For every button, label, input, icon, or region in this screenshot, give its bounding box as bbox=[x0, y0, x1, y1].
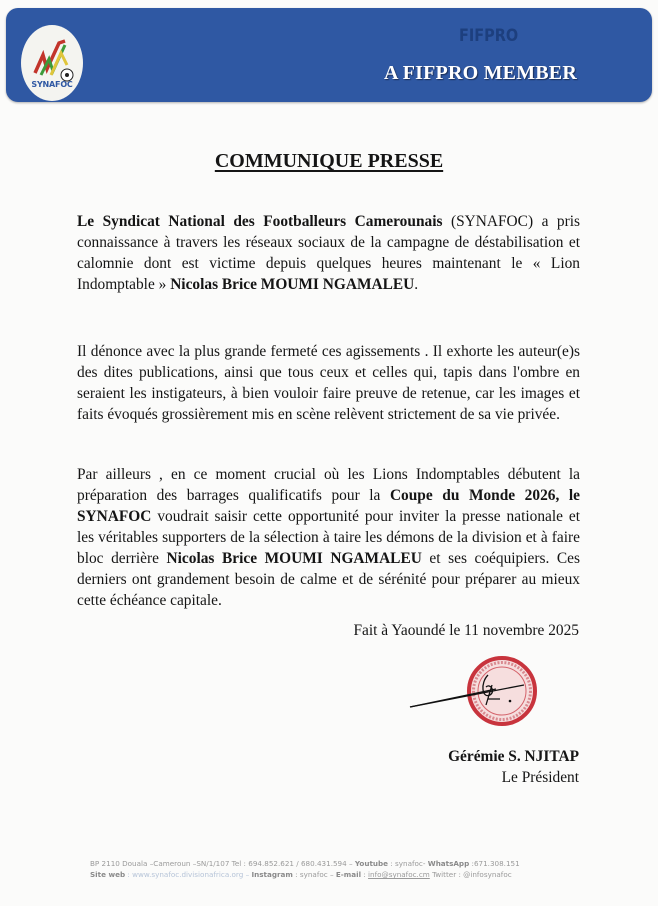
place-date: Fait à Yaoundé le 11 novembre 2025 bbox=[353, 622, 579, 639]
contact-footer bbox=[90, 858, 520, 880]
synafoc-emblem-icon bbox=[21, 25, 83, 101]
official-stamp-icon bbox=[466, 655, 538, 727]
synafoc-logo bbox=[21, 25, 83, 101]
website-label: Site web bbox=[90, 870, 126, 879]
signature-block bbox=[448, 746, 579, 788]
signer-title: Le Président bbox=[501, 769, 579, 786]
letterhead-banner bbox=[6, 8, 652, 102]
player-name: Nicolas Brice MOUMI NGAMALEU bbox=[166, 550, 422, 567]
paragraph-1 bbox=[77, 211, 580, 295]
whatsapp-label: WhatsApp bbox=[427, 859, 470, 868]
union-name: Le Syndicat National des Footballeurs Camerounais bbox=[77, 213, 443, 230]
paragraph-3-text-b bbox=[559, 487, 569, 504]
instagram-value: : synafoc – bbox=[292, 870, 336, 879]
youtube-label: Youtube bbox=[354, 859, 389, 868]
twitter-value: Twitter : @infosynafoc bbox=[429, 870, 512, 879]
email-link[interactable]: info@synafoc.cm bbox=[368, 870, 430, 879]
address-phone: BP 2110 Douala –Cameroun –SN/1/107 Tel : 694.852.621 / 680.431.594 – bbox=[90, 859, 355, 868]
paragraph-3-text-d: et ses coéquipiers. Ces derniers ont grandement besoin de calme et de sérénité pour préparer au mieux cette échéance capitale. bbox=[77, 550, 580, 609]
instagram-label: Instagram bbox=[251, 870, 293, 879]
paragraph-3 bbox=[77, 464, 580, 611]
paragraph-2: Il dénonce avec la plus grande fermeté ces agissements . Il exhorte les auteur(e)s des dites publications, ainsi que tous ceux et celles qui, tapis dans l'ombre en seraient les instigateurs, à bien vouloir faire preuve de retenue, car les images et faits évoqués grossièrement mis en scène relèvent strictement de sa vie privée. bbox=[77, 343, 580, 423]
whatsapp-value: :671.308.151 bbox=[469, 859, 520, 868]
paragraph-1-text-b: . bbox=[414, 276, 419, 293]
footer-line-2: Site web : www.synafoc.divisionafrica.org – Instagram : synafoc – E-mail : info@synafoc.cm Twitter : @infosynafoc bbox=[90, 870, 512, 879]
signer-name: Gérémie S. NJITAP bbox=[448, 748, 579, 765]
website-link[interactable]: : www.synafoc.divisionafrica.org – bbox=[125, 870, 252, 879]
paragraph-3-text-c: voudrait saisir cette opportunité pour inviter la presse nationale et les véritables supporters de la sélection à taire les démons de la division et à faire bloc derrière bbox=[77, 508, 580, 567]
player-name: Nicolas Brice MOUMI NGAMALEU bbox=[170, 276, 415, 293]
youtube-value: : synafoc- bbox=[388, 859, 428, 868]
email-label: E-mail bbox=[335, 870, 362, 879]
synafoc-mention: le SYNAFOC bbox=[77, 487, 580, 525]
document-title: COMMUNIQUE PRESSE bbox=[214, 150, 444, 172]
logo-text: SYNAFOC bbox=[31, 80, 73, 89]
fifpro-label: FIFPRO bbox=[459, 26, 519, 46]
footer-line-1 bbox=[90, 858, 520, 869]
fifpro-member-label: A FIFPRO MEMBER bbox=[384, 62, 577, 84]
paragraph-3-text-a: Par ailleurs , en ce moment crucial où les Lions Indomptables débutent la préparation des barrages qualificatifs pour la bbox=[77, 466, 580, 504]
paragraph-1-text-a: (SYNAFOC) a pris connaissance à travers les réseaux sociaux de la campagne de déstabilisation et calomnie dont est victime depuis quelques heures maintenant le « Lion Indomptable » bbox=[77, 213, 580, 293]
world-cup-mention: Coupe du Monde 2026, bbox=[389, 487, 560, 504]
